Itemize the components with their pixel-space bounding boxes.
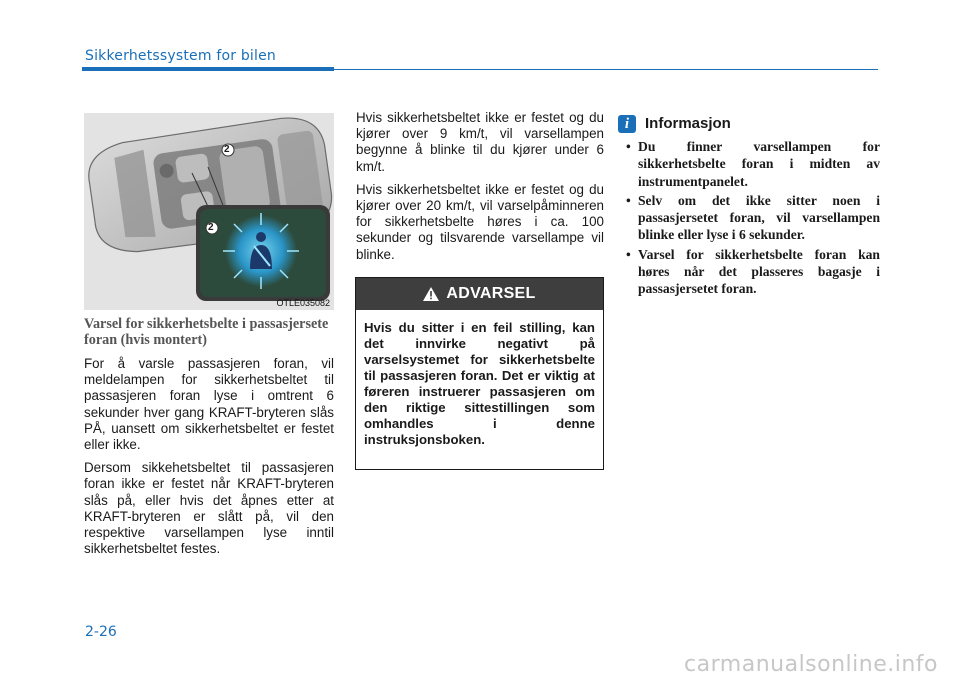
paragraph: Hvis sikkerhetsbeltet ikke er festet og du kjører over 9 km/t, vil varsellampen begynne å blinke til du kjører under 6 km/t. (356, 110, 604, 174)
callout-number-top: 2 (224, 144, 230, 155)
info-title: Informasjon (645, 114, 731, 132)
list-item: • Du finner varsellampen for sikkerhetsbelte foran i midten av instrumentpanelet. (612, 138, 880, 190)
car-seatbelt-figure (84, 113, 334, 310)
warning-triangle-icon (423, 287, 439, 301)
figure-caption: OTLE035082 (276, 298, 330, 308)
sub-heading: Varsel for sikkerhetsbelte i passasjersete foran (hvis montert) (84, 316, 329, 348)
warning-title: ADVARSEL (446, 285, 536, 302)
info-icon: i (618, 115, 636, 133)
callout-number-inset: 2 (208, 222, 214, 233)
paragraph: For å varsle passasjeren foran, vil meldelampen for sikkerhetsbeltet til passasjeren foran lyse i omtrent 6 sekunder hver gang KRAFT-bryteren slås PÅ, uansett om sikkerhetsbeltet er festet eller ikke. (84, 356, 334, 453)
column-2 (356, 110, 604, 270)
column-1 (84, 316, 334, 564)
info-header (612, 115, 880, 133)
list-item: • Selv om det ikke sitter noen i passasjersetet foran, vil varsellampen blinke eller lyse i 6 sekunder. (612, 192, 880, 244)
watermark: carmanualsonline.info (684, 652, 938, 677)
info-section (612, 115, 880, 300)
section-title: Sikkerhetssystem for bilen (85, 48, 277, 64)
warning-header (356, 278, 603, 310)
header-rule-thin (334, 69, 878, 70)
list-item: • Varsel for sikkerhetsbelte foran kan høres når det plasseres bagasje i passasjersetet foran. (612, 246, 880, 298)
info-list (612, 138, 880, 298)
paragraph: Hvis sikkerhetsbeltet ikke er festet og du kjører over 20 km/t, vil varselpåminneren for sikkerhetsbelte høres i ca. 100 sekunder og tilsvarende varsellampe vil blinke. (356, 181, 604, 262)
page-number: 2-26 (85, 624, 117, 640)
warning-text: Hvis du sitter i en feil stilling, kan det innvirke negativt på varselsystemet for sikkerhetsbelte til passasjeren foran. Det er viktig at føreren instruerer passasjeren om den riktige sittestillingen som omhandles i denne instruksjonsboken. (364, 320, 595, 447)
paragraph: Dersom sikkehetsbeltet til passasjeren foran ikke er festet når KRAFT-bryteren slås på, eller hvis det åpnes etter at KRAFT-bryteren er slått på, vil den respektive varsellampen lyse inntil sikkerhetsbeltet festes. (84, 460, 334, 557)
car-top-view-illustration (84, 113, 334, 310)
header-rule-thick (82, 67, 334, 71)
warning-box (355, 277, 604, 470)
